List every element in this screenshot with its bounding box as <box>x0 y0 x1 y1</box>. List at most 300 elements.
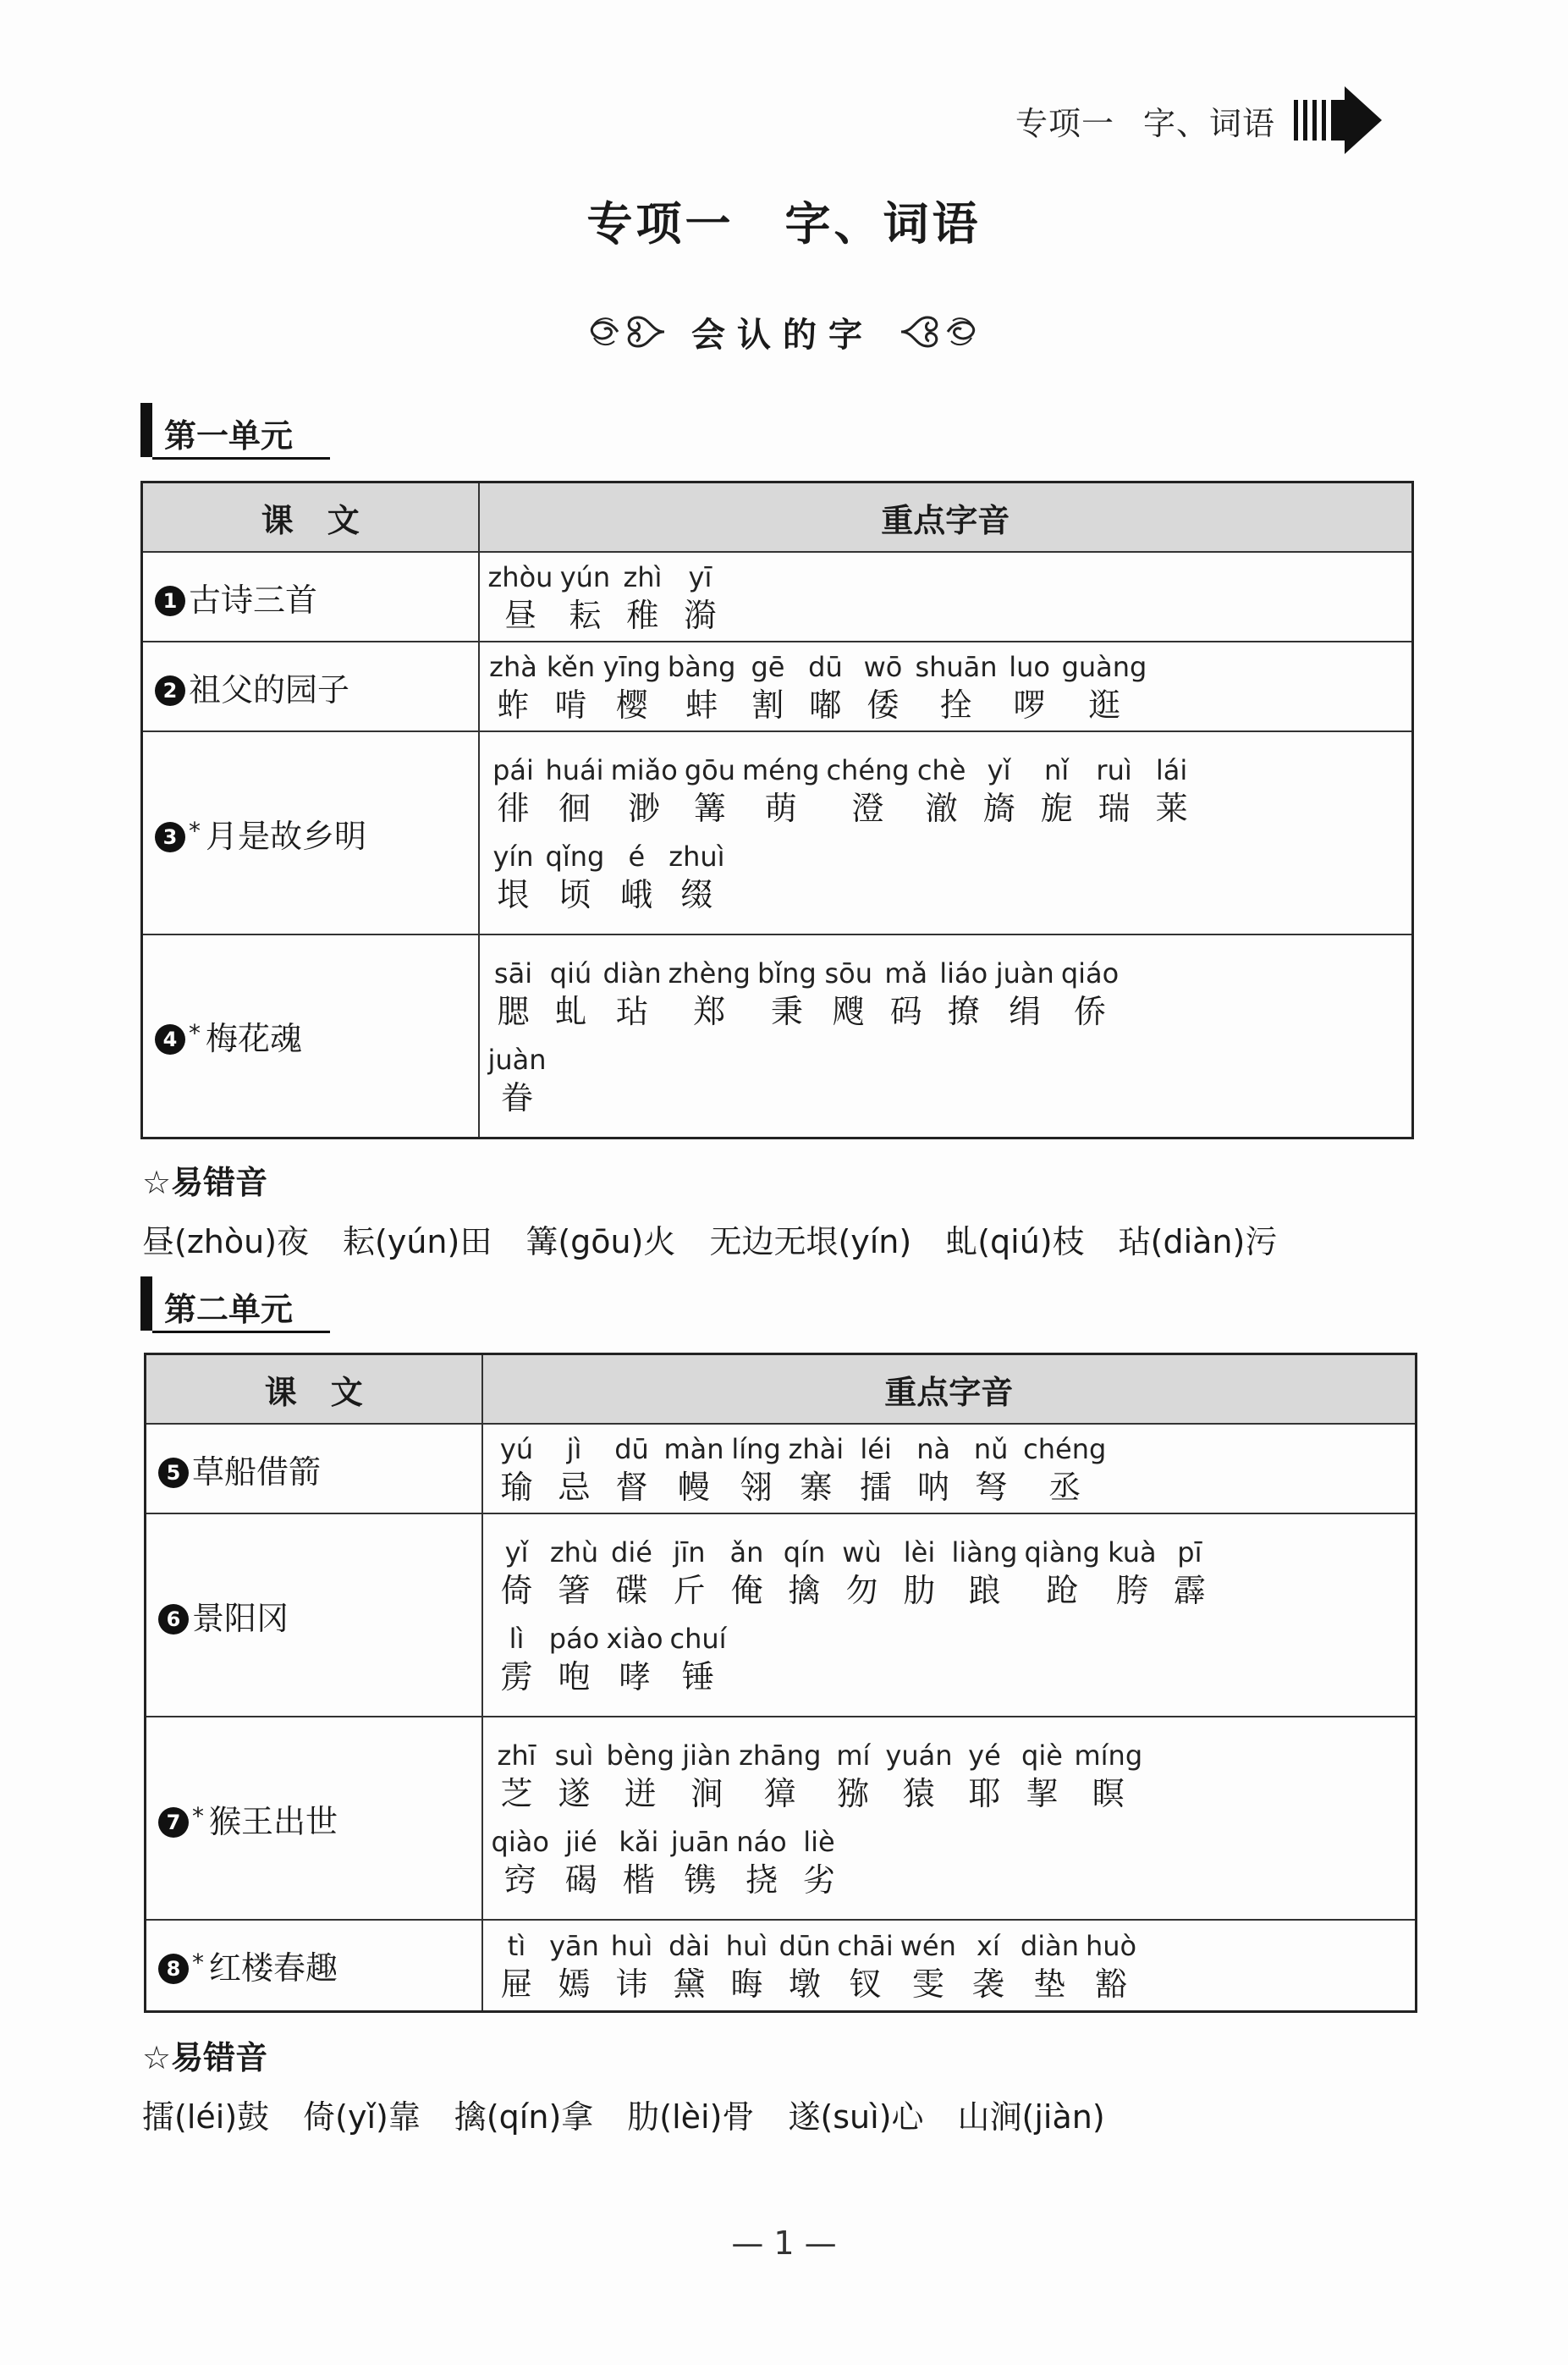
char-row <box>488 560 1404 636</box>
pinyin: qǐng <box>545 841 605 873</box>
char-item <box>736 1824 787 1900</box>
hanzi: 挈 <box>1026 1775 1059 1812</box>
hanzi: 虬 <box>554 992 587 1030</box>
char-item <box>492 1928 542 2004</box>
char-item <box>900 1928 956 2004</box>
error-note-item: 昼(zhòu)夜 <box>142 1223 310 1260</box>
pronunciation-cell <box>482 1717 1417 1920</box>
char-item <box>607 1431 657 1508</box>
error-note-item: 擒(qín)拿 <box>454 2098 594 2136</box>
char-item <box>549 1431 600 1508</box>
hanzi: 俺 <box>730 1572 763 1609</box>
lesson-number: 6 <box>158 1604 189 1635</box>
hanzi: 耶 <box>968 1775 1001 1812</box>
pinyin: qiè <box>1021 1739 1063 1772</box>
pinyin: qín <box>783 1536 826 1568</box>
pinyin: líng <box>731 1433 781 1465</box>
pronunciation-cell <box>482 1424 1417 1513</box>
hanzi: 芝 <box>500 1775 533 1812</box>
lesson-number: 2 <box>155 675 185 706</box>
pinyin: gōu <box>684 754 735 786</box>
char-item <box>1107 1535 1158 1611</box>
header-pronunciation: 重点字音 <box>482 1354 1417 1425</box>
pinyin: bèng <box>606 1739 675 1772</box>
lesson-row <box>142 731 1413 934</box>
pinyin: dài <box>668 1929 710 1962</box>
pinyin: qiáo <box>1060 956 1120 990</box>
hanzi: 瞑 <box>1092 1775 1125 1812</box>
pinyin: dū <box>808 651 843 683</box>
error-notes-list <box>142 2091 1139 2137</box>
hanzi: 碣 <box>564 1861 597 1899</box>
char-item <box>885 1738 952 1814</box>
pinyin: yín <box>492 841 534 873</box>
pinyin: zhù <box>549 1536 599 1568</box>
pronunciation-cell <box>482 1920 1417 2011</box>
hanzi: 擒 <box>788 1572 821 1609</box>
hanzi: 黛 <box>673 1965 706 2003</box>
hanzi: 挠 <box>745 1861 778 1899</box>
char-item <box>800 649 850 725</box>
hanzi: 雳 <box>500 1658 533 1695</box>
char-item <box>1021 1928 1079 2004</box>
char-row <box>488 1042 1404 1118</box>
char-row <box>492 1431 1407 1508</box>
char-item <box>549 1621 600 1697</box>
pinyin: diàn <box>1020 1929 1079 1962</box>
pinyin: chāi <box>837 1929 894 1962</box>
pinyin: lì <box>509 1623 525 1655</box>
pinyin: dūn <box>778 1929 831 1962</box>
char-item <box>546 956 597 1032</box>
char-row <box>488 839 1404 915</box>
lesson-row <box>146 1717 1417 1920</box>
lesson-title: 猴王出世 <box>209 1802 338 1840</box>
pinyin: kěn <box>546 651 596 683</box>
char-item <box>488 752 539 829</box>
char-item <box>742 649 793 725</box>
hanzi: 眷 <box>501 1078 534 1116</box>
pronunciation-cell <box>482 1513 1417 1717</box>
pinyin: jì <box>566 1433 582 1465</box>
pinyin: zhuì <box>668 841 725 873</box>
hanzi: 镌 <box>684 1861 717 1899</box>
char-item <box>1032 752 1082 829</box>
pinyin: suì <box>554 1739 594 1772</box>
hanzi: 峨 <box>620 876 653 913</box>
pinyin: zhī <box>497 1739 536 1772</box>
pinyin: zhāng <box>739 1739 822 1772</box>
pinyin: shuān <box>915 651 998 683</box>
char-item <box>492 1621 542 1697</box>
pinyin: màn <box>663 1433 724 1465</box>
char-item <box>607 1738 675 1814</box>
pronunciation-cell <box>479 642 1413 731</box>
hanzi: 稚 <box>626 597 659 634</box>
page-number: — 1 — <box>731 2224 837 2262</box>
hanzi: 斤 <box>673 1572 706 1609</box>
hanzi: 踉 <box>968 1572 1001 1609</box>
error-note-item: 山涧(jiàn) <box>957 2098 1105 2136</box>
hanzi: 寨 <box>800 1469 833 1506</box>
hanzi: 渺 <box>628 790 661 827</box>
pinyin: zhèng <box>668 956 751 990</box>
char-item <box>908 1431 959 1508</box>
hanzi: 幔 <box>678 1469 711 1506</box>
hanzi: 督 <box>615 1469 648 1506</box>
char-item <box>488 956 539 1032</box>
page: 专项一 字、词语 专项一 字、词语 会认的字 第一单元 课文 重点字音 1 古诗三首 zhòu 昼 yún 耘 zhì 稚 yī 漪 2 祖父的园子 zhà 蚱 kěn 啃 yīng 樱 bàng 蚌 gē 割 dū 嘟 wō 倭 shuān 拴 luo 啰 guàng 逛 3 * 月是故乡明 pái 徘 huái 徊 miǎo 渺 gōu 篝 méng 萌 chéng 澄 chè 澈 yǐ 旖 nǐ 旎 ruì 瑞 lái 莱 yín 垠 qǐng 顷 é 峨 zhuì 缀 4 * 梅花魂 sāi 腮 qiú 虬 diàn 玷 zhèng 郑 bǐng 秉 sōu 飕 mǎ 码 liáo 撩 juàn 绢 qiáo 侨 juàn 眷 ☆易错音 昼(zhòu)夜 耘(yún)田 篝(gōu)火 无边无垠(yín) 虬(qiú)枝 玷(diàn)污 第二单元 课文 重点字音 5 草船借箭 yú 瑜 jì 忌 dū 督 màn 幔 líng 翎 zhài 寨 léi 擂 nà 呐 nǔ 弩 chéng 丞 6 景阳冈 yǐ 倚 zhù 箸 dié 碟 jīn 斤 ǎn 俺 qín 擒 wù 勿 lèi 肋 liàng 踉 qiàng 跄 kuà 胯 pī 霹 lì 雳 páo 咆 xiào 哮 chuí 锤 7 * 猴王出世 zhī 芝 suì 遂 bèng 迸 jiàn 涧 zhāng 獐 mí 猕 yuán 猿 yé 耶 qiè 挈 míng 瞑 qiào 窍 jié 碣 kǎi 楷 juān 镌 náo 挠 liè 劣 8 * 红楼春趣 tì 屉 yān 嫣 huì 讳 dài 黛 huì 晦 dūn 墩 chāi 钗 wén 雯 xí 袭 diàn 垫 huò 豁 ☆易错音 擂(léi)鼓 倚(yǐ)靠 擒(qín)拿 肋(lèi)骨 遂(suì)心 山涧(jiàn) — 1 — <box>0 0 1568 2365</box>
lesson-number: 7 <box>158 1807 189 1838</box>
header-lesson: 课文 <box>142 482 479 553</box>
hanzi: 腮 <box>497 992 530 1030</box>
hanzi: 雯 <box>911 1965 944 2003</box>
pinyin: jié <box>565 1826 597 1858</box>
lesson-title: 景阳冈 <box>192 1599 289 1637</box>
hanzi: 旖 <box>982 790 1015 827</box>
lesson-number: 1 <box>155 586 185 616</box>
pinyin: juàn <box>995 956 1054 990</box>
error-notes-title: ☆易错音 <box>142 2039 268 2076</box>
char-row <box>492 1928 1407 2004</box>
hanzi: 勿 <box>845 1572 878 1609</box>
hanzi: 莱 <box>1155 790 1188 827</box>
hanzi: 缀 <box>680 876 713 913</box>
pinyin: méng <box>741 754 820 786</box>
pinyin: sāi <box>493 956 533 990</box>
pinyin: tì <box>507 1929 526 1962</box>
hanzi: 墩 <box>788 1965 821 2003</box>
char-item <box>828 1738 878 1814</box>
hanzi: 飕 <box>832 992 865 1030</box>
pinyin: huì <box>725 1929 768 1962</box>
pinyin: yǐ <box>987 754 1011 786</box>
lesson-title-cell <box>146 1920 482 2011</box>
lesson-title-cell <box>142 642 479 731</box>
hanzi: 楷 <box>622 1861 655 1899</box>
hanzi: 碟 <box>615 1572 648 1609</box>
char-item <box>794 1824 845 1900</box>
pinyin: jiàn <box>682 1739 731 1772</box>
pinyin: nà <box>916 1433 951 1465</box>
pinyin: é <box>628 841 646 873</box>
flourish-right-icon <box>897 302 982 361</box>
pinyin: léi <box>860 1433 892 1465</box>
char-item <box>488 560 553 636</box>
char-item <box>668 649 736 725</box>
char-row <box>488 649 1404 725</box>
hanzi: 蚌 <box>685 686 718 724</box>
lesson-row <box>142 934 1413 1138</box>
pinyin: chuí <box>669 1623 727 1655</box>
lesson-title-cell <box>142 934 479 1138</box>
char-row <box>492 1738 1407 1814</box>
hanzi: 胯 <box>1115 1572 1148 1609</box>
pinyin: yān <box>549 1929 599 1962</box>
pinyin: juàn <box>487 1043 547 1076</box>
pinyin: sōu <box>824 956 873 990</box>
pinyin: miǎo <box>610 754 678 786</box>
lesson-title: 祖父的园子 <box>189 670 350 708</box>
hanzi: 窍 <box>503 1861 536 1899</box>
char-item <box>671 1824 729 1900</box>
hanzi: 啃 <box>554 686 587 724</box>
pinyin: wō <box>863 651 903 683</box>
hanzi: 霹 <box>1173 1572 1206 1609</box>
char-item <box>850 1431 901 1508</box>
pinyin: pái <box>492 754 534 786</box>
pinyin: dū <box>614 1433 649 1465</box>
pinyin: lèi <box>903 1536 936 1568</box>
char-item <box>952 1535 1018 1611</box>
char-item <box>823 956 874 1032</box>
hanzi: 呐 <box>917 1469 950 1506</box>
char-item <box>1074 1738 1142 1814</box>
pinyin: diàn <box>602 956 662 990</box>
hanzi: 徘 <box>497 790 530 827</box>
lesson-table <box>144 1353 1417 2013</box>
pinyin: kǎi <box>619 1826 659 1858</box>
hanzi: 旎 <box>1040 790 1073 827</box>
header-pronunciation: 重点字音 <box>479 482 1413 553</box>
error-note-item: 擂(léi)鼓 <box>142 2098 270 2136</box>
hanzi: 啰 <box>1013 686 1046 724</box>
char-item <box>959 1738 1010 1814</box>
hanzi: 猿 <box>902 1775 935 1812</box>
char-item <box>613 1824 664 1900</box>
pinyin: nǐ <box>1044 754 1070 786</box>
pinyin: mí <box>836 1739 871 1772</box>
hanzi: 迸 <box>624 1775 657 1812</box>
char-item <box>1004 649 1055 725</box>
char-item <box>915 649 997 725</box>
char-item <box>1086 1928 1136 2004</box>
char-item <box>607 1621 663 1697</box>
lesson-title: 月是故乡明 <box>206 817 367 855</box>
char-item <box>779 1535 830 1611</box>
lesson-title: 梅花魂 <box>206 1020 303 1058</box>
pinyin: liè <box>803 1826 835 1858</box>
char-item <box>1016 1738 1067 1814</box>
lesson-title: 古诗三首 <box>189 581 318 619</box>
char-item <box>549 1928 600 2004</box>
pinyin: juān <box>670 1826 729 1858</box>
pinyin: wù <box>842 1536 882 1568</box>
hanzi: 涧 <box>690 1775 723 1812</box>
hanzi: 晦 <box>730 1965 763 2003</box>
pinyin: luo <box>1009 651 1050 683</box>
hanzi: 忌 <box>558 1469 591 1506</box>
pinyin: nǔ <box>973 1433 1009 1465</box>
char-item <box>668 839 724 915</box>
char-item <box>938 956 989 1032</box>
error-notes-title: ☆易错音 <box>142 1164 268 1201</box>
char-item <box>1089 752 1140 829</box>
hanzi: 箸 <box>558 1572 591 1609</box>
pinyin: qiàng <box>1024 1536 1100 1568</box>
char-item <box>664 1535 715 1611</box>
pinyin: qiú <box>549 956 592 990</box>
lesson-row <box>142 642 1413 731</box>
hanzi: 袭 <box>971 1965 1004 2003</box>
char-item <box>722 1535 773 1611</box>
hanzi: 擂 <box>860 1469 893 1506</box>
lesson-title-cell <box>146 1717 482 1920</box>
char-item <box>546 752 604 829</box>
hanzi: 倚 <box>500 1572 533 1609</box>
lesson-title: 草船借箭 <box>192 1453 322 1491</box>
char-item <box>607 1928 657 2004</box>
lesson-number: 5 <box>158 1458 189 1488</box>
hanzi: 弩 <box>975 1469 1008 1506</box>
header-lesson: 课文 <box>146 1354 482 1425</box>
hanzi: 垠 <box>497 876 530 913</box>
pinyin: lái <box>1155 754 1188 786</box>
hanzi: 绢 <box>1009 992 1042 1030</box>
char-item <box>742 752 819 829</box>
hanzi: 讳 <box>615 1965 648 2003</box>
hanzi: 码 <box>889 992 922 1030</box>
char-item <box>1024 1535 1099 1611</box>
hanzi: 咆 <box>558 1658 591 1695</box>
lesson-row <box>146 1424 1417 1513</box>
char-item <box>668 956 751 1032</box>
char-item <box>837 1928 893 2004</box>
error-note-item: 玷(diàn)污 <box>1118 1223 1278 1260</box>
pinyin: yé <box>968 1739 1001 1772</box>
char-item <box>670 1621 727 1697</box>
hanzi: 秉 <box>770 992 803 1030</box>
hanzi: 屉 <box>500 1965 533 2003</box>
lesson-title-cell <box>146 1424 482 1513</box>
flourish-left-icon <box>584 302 668 361</box>
pinyin: dié <box>611 1536 652 1568</box>
hanzi: 跄 <box>1046 1572 1079 1609</box>
hanzi: 豁 <box>1095 1965 1128 2003</box>
hanzi: 樱 <box>615 686 648 724</box>
hanzi: 遂 <box>558 1775 591 1812</box>
char-item <box>1061 956 1119 1032</box>
hanzi: 蚱 <box>497 686 530 724</box>
pinyin: zhài <box>788 1433 845 1465</box>
pronunciation-cell <box>479 552 1413 642</box>
char-item <box>916 752 967 829</box>
lesson-number: 3 <box>155 822 185 852</box>
char-item <box>664 1431 724 1508</box>
char-item <box>603 649 661 725</box>
hanzi: 嫣 <box>558 1965 591 2003</box>
pinyin: zhòu <box>487 561 553 593</box>
hanzi: 垫 <box>1033 1965 1066 2003</box>
pinyin: jīn <box>673 1536 706 1568</box>
lesson-title-cell <box>142 552 479 642</box>
char-item <box>757 956 817 1032</box>
hanzi: 割 <box>751 686 784 724</box>
pinyin: bǐng <box>756 956 817 990</box>
char-item <box>881 956 932 1032</box>
hanzi: 倭 <box>867 686 900 724</box>
lesson-table <box>140 481 1414 1139</box>
pinyin: huì <box>610 1929 653 1962</box>
hanzi: 耘 <box>569 597 602 634</box>
pinyin: xí <box>976 1929 1000 1962</box>
hanzi: 獐 <box>763 1775 796 1812</box>
error-note-item: 遂(suì)心 <box>788 2098 924 2136</box>
hanzi: 瑜 <box>500 1469 533 1506</box>
char-item <box>966 1431 1016 1508</box>
pinyin: bàng <box>667 651 736 683</box>
char-item <box>857 649 908 725</box>
optional-star-icon: * <box>192 1949 204 1977</box>
char-item <box>611 752 678 829</box>
char-row <box>492 1621 1407 1697</box>
char-item <box>974 752 1025 829</box>
subtitle: 会认的字 <box>691 315 874 355</box>
hanzi: 篝 <box>693 790 726 827</box>
pinyin: liáo <box>939 956 988 990</box>
pinyin: gē <box>751 651 785 683</box>
pinyin: huò <box>1085 1929 1137 1962</box>
char-item <box>492 1535 542 1611</box>
char-item <box>681 1738 732 1814</box>
hanzi: 丞 <box>1048 1469 1081 1506</box>
char-item <box>492 1431 542 1508</box>
pinyin: yīng <box>602 651 661 683</box>
error-note-item: 虬(qiú)枝 <box>945 1223 1085 1260</box>
pinyin: zhì <box>623 561 663 593</box>
char-item <box>837 1535 888 1611</box>
error-note-item: 篝(gōu)火 <box>525 1223 676 1260</box>
char-item <box>556 1824 607 1900</box>
error-notes-list <box>142 1216 1311 1262</box>
pinyin: qiào <box>491 1826 549 1858</box>
hanzi: 翎 <box>740 1469 773 1506</box>
lesson-row <box>146 1920 1417 2011</box>
pinyin: kuà <box>1108 1536 1157 1568</box>
lesson-number: 4 <box>155 1024 185 1055</box>
arrow-icon <box>1294 86 1382 154</box>
pinyin: zhà <box>489 651 537 683</box>
char-item <box>1023 1431 1106 1508</box>
char-item <box>549 1535 600 1611</box>
lesson-row <box>146 1513 1417 1717</box>
char-item <box>488 649 539 725</box>
char-item <box>607 1535 657 1611</box>
hanzi: 肋 <box>903 1572 936 1609</box>
char-row <box>492 1824 1407 1900</box>
char-row <box>488 752 1404 829</box>
hanzi: 嘟 <box>809 686 842 724</box>
running-header <box>1015 95 1422 146</box>
char-item <box>963 1928 1014 2004</box>
char-item <box>492 1824 549 1900</box>
optional-star-icon: * <box>189 1019 201 1048</box>
pinyin: pī <box>1177 1536 1202 1568</box>
char-item <box>1062 649 1147 725</box>
subtitle-banner <box>584 298 982 366</box>
char-item <box>685 752 735 829</box>
pinyin: náo <box>736 1826 787 1858</box>
hanzi: 澄 <box>851 790 884 827</box>
lesson-row <box>142 552 1413 642</box>
hanzi: 拴 <box>939 686 972 724</box>
hanzi: 侨 <box>1074 992 1107 1030</box>
lesson-title-cell <box>146 1513 482 1717</box>
pinyin: yī <box>688 561 712 593</box>
optional-star-icon: * <box>192 1801 204 1830</box>
pinyin: yuán <box>885 1739 953 1772</box>
char-item <box>664 1928 715 2004</box>
